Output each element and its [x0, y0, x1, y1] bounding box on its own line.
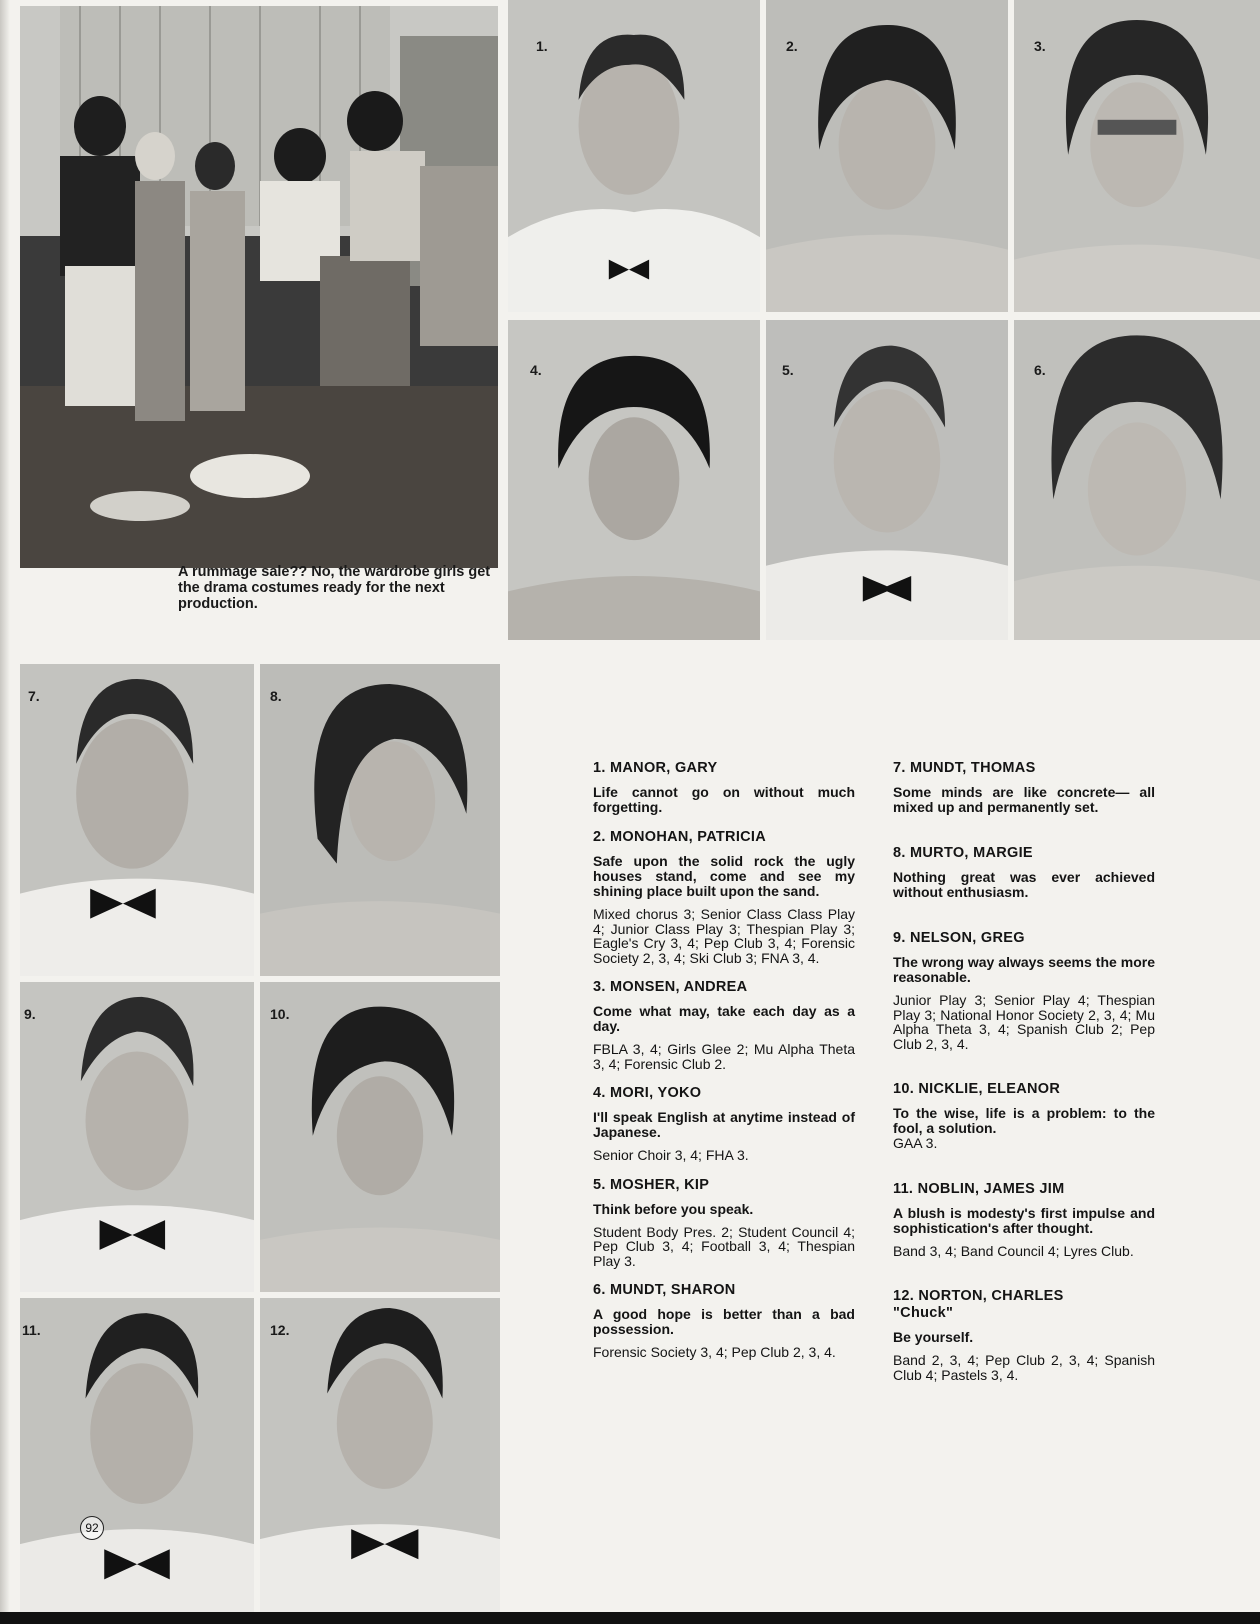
portrait-7: [20, 664, 254, 976]
student-motto: I'll speak English at anytime instead of Japanese.: [593, 1109, 855, 1140]
portrait-5: [766, 320, 1008, 640]
portrait-11: [20, 1298, 254, 1612]
student-name: 6. MUNDT, SHARON: [593, 1282, 736, 1298]
student-name: 4. MORI, YOKO: [593, 1085, 702, 1101]
student-name: 8. MURTO, MARGIE: [893, 845, 1033, 861]
bio-entry: [593, 1085, 855, 1163]
student-name: 1. MANOR, GARY: [593, 760, 718, 776]
bio-entry: [593, 760, 855, 815]
student-activities: Band 3, 4; Band Council 4; Lyres Club.: [893, 1242, 1134, 1259]
portrait-number: 12.: [270, 1322, 290, 1338]
student-motto: Be yourself.: [893, 1329, 974, 1345]
student-motto: A blush is modesty's first impulse and sophistication's after thought.: [893, 1204, 1155, 1236]
student-name: 10. NICKLIE, ELEANOR: [893, 1081, 1061, 1097]
page-edge-shadow: [0, 0, 10, 1624]
bio-entry: [893, 760, 1155, 815]
bio-column-right: [893, 760, 1155, 1382]
student-activities: Junior Play 3; Senior Play 4; Thespian Play 3; National Honor Society 2, 3, 4; Mu Alpha Theta 3, 4; Spanish Club 2; Pep Club 2, 3, 4.: [893, 992, 1155, 1052]
student-motto: Safe upon the solid rock the ugly houses stand, come and see my shining place built upon the sand.: [593, 853, 855, 899]
student-activities: Band 2, 3, 4; Pep Club 2, 3, 4; Spanish Club 4; Pastels 3, 4.: [893, 1352, 1155, 1383]
student-motto: Come what may, take each day as a day.: [593, 1003, 855, 1034]
student-motto: Life cannot go on without much forgetting.: [593, 784, 855, 815]
portrait-number: 1.: [536, 38, 548, 54]
student-motto: To the wise, life is a problem: to the fool, a solution.: [893, 1105, 1155, 1136]
bio-entry: [593, 1282, 855, 1360]
portrait-number: 3.: [1034, 38, 1046, 54]
portrait-8: [260, 664, 500, 976]
student-activities: FBLA 3, 4; Girls Glee 2; Mu Alpha Theta 3, 4; Forensic Club 2.: [593, 1041, 855, 1072]
page-bottom-edge: [0, 1612, 1260, 1624]
portrait-number: 7.: [28, 688, 40, 704]
student-activities: Senior Choir 3, 4; FHA 3.: [593, 1147, 749, 1163]
student-name: 9. NELSON, GREG: [893, 930, 1025, 946]
bio-entry: [593, 979, 855, 1071]
bio-entry: [893, 930, 1155, 1051]
student-motto: Some minds are like concrete— all mixed up and permanently set.: [893, 784, 1155, 815]
portrait-10: [260, 982, 500, 1292]
portrait-3: [1014, 0, 1260, 312]
portrait-number: 6.: [1034, 362, 1046, 378]
portrait-number: 11.: [22, 1322, 41, 1338]
portrait-number: 2.: [786, 38, 798, 54]
portrait-number: 4.: [530, 362, 542, 378]
student-motto: A good hope is better than a bad possession.: [593, 1306, 855, 1337]
bio-entry: [893, 1181, 1155, 1259]
bio-entry: [593, 829, 855, 965]
bio-entry: [593, 1177, 855, 1269]
student-name: 2. MONOHAN, PATRICIA: [593, 829, 767, 845]
student-name: 3. MONSEN, ANDREA: [593, 979, 748, 995]
student-motto: Think before you speak.: [593, 1200, 754, 1217]
student-name: 5. MOSHER, KIP: [593, 1176, 710, 1193]
page-number: 92: [80, 1516, 104, 1540]
student-activities: GAA 3.: [893, 1135, 938, 1151]
portrait-number: 5.: [782, 362, 794, 378]
portrait-number: 10.: [270, 1006, 290, 1022]
student-activities: Forensic Society 3, 4; Pep Club 2, 3, 4.: [593, 1344, 836, 1360]
portrait-number: 9.: [24, 1006, 36, 1022]
bio-entry: [893, 1288, 1155, 1382]
portrait-6: [1014, 320, 1260, 640]
portrait-number: 8.: [270, 688, 282, 704]
student-name: 11. NOBLIN, JAMES JIM: [893, 1180, 1065, 1197]
portrait-2: [766, 0, 1008, 312]
student-motto: Nothing great was ever achieved without enthusiasm.: [893, 869, 1155, 900]
portrait-9: [20, 982, 254, 1292]
student-name: 12. NORTON, CHARLES "Chuck": [893, 1288, 1064, 1321]
student-activities: Student Body Pres. 2; Student Council 4; Pep Club 3, 4; Football 3, 4; Thespian Play 3.: [593, 1223, 855, 1269]
photo-caption: A rummage sale?? No, the wardrobe girls get the drama costumes ready for the next production.: [178, 564, 491, 612]
student-activities: Mixed chorus 3; Senior Class Class Play 4; Junior Class Play 3; Thespian Play 3; Eagle's Cry 3, 4; Pep Club 3, 4; Forensic Society 2, 3, 4; Ski Club 3; FNA 3, 4.: [593, 906, 855, 966]
wardrobe-group-photo: [20, 6, 498, 568]
bio-entry: [893, 845, 1155, 900]
bio-entry: [893, 1081, 1155, 1151]
portrait-12: [260, 1298, 500, 1612]
student-motto: The wrong way always seems the more reasonable.: [893, 954, 1155, 985]
bio-column-left: [593, 760, 855, 1360]
student-name: 7. MUNDT, THOMAS: [893, 760, 1036, 776]
portrait-4: [508, 320, 760, 640]
